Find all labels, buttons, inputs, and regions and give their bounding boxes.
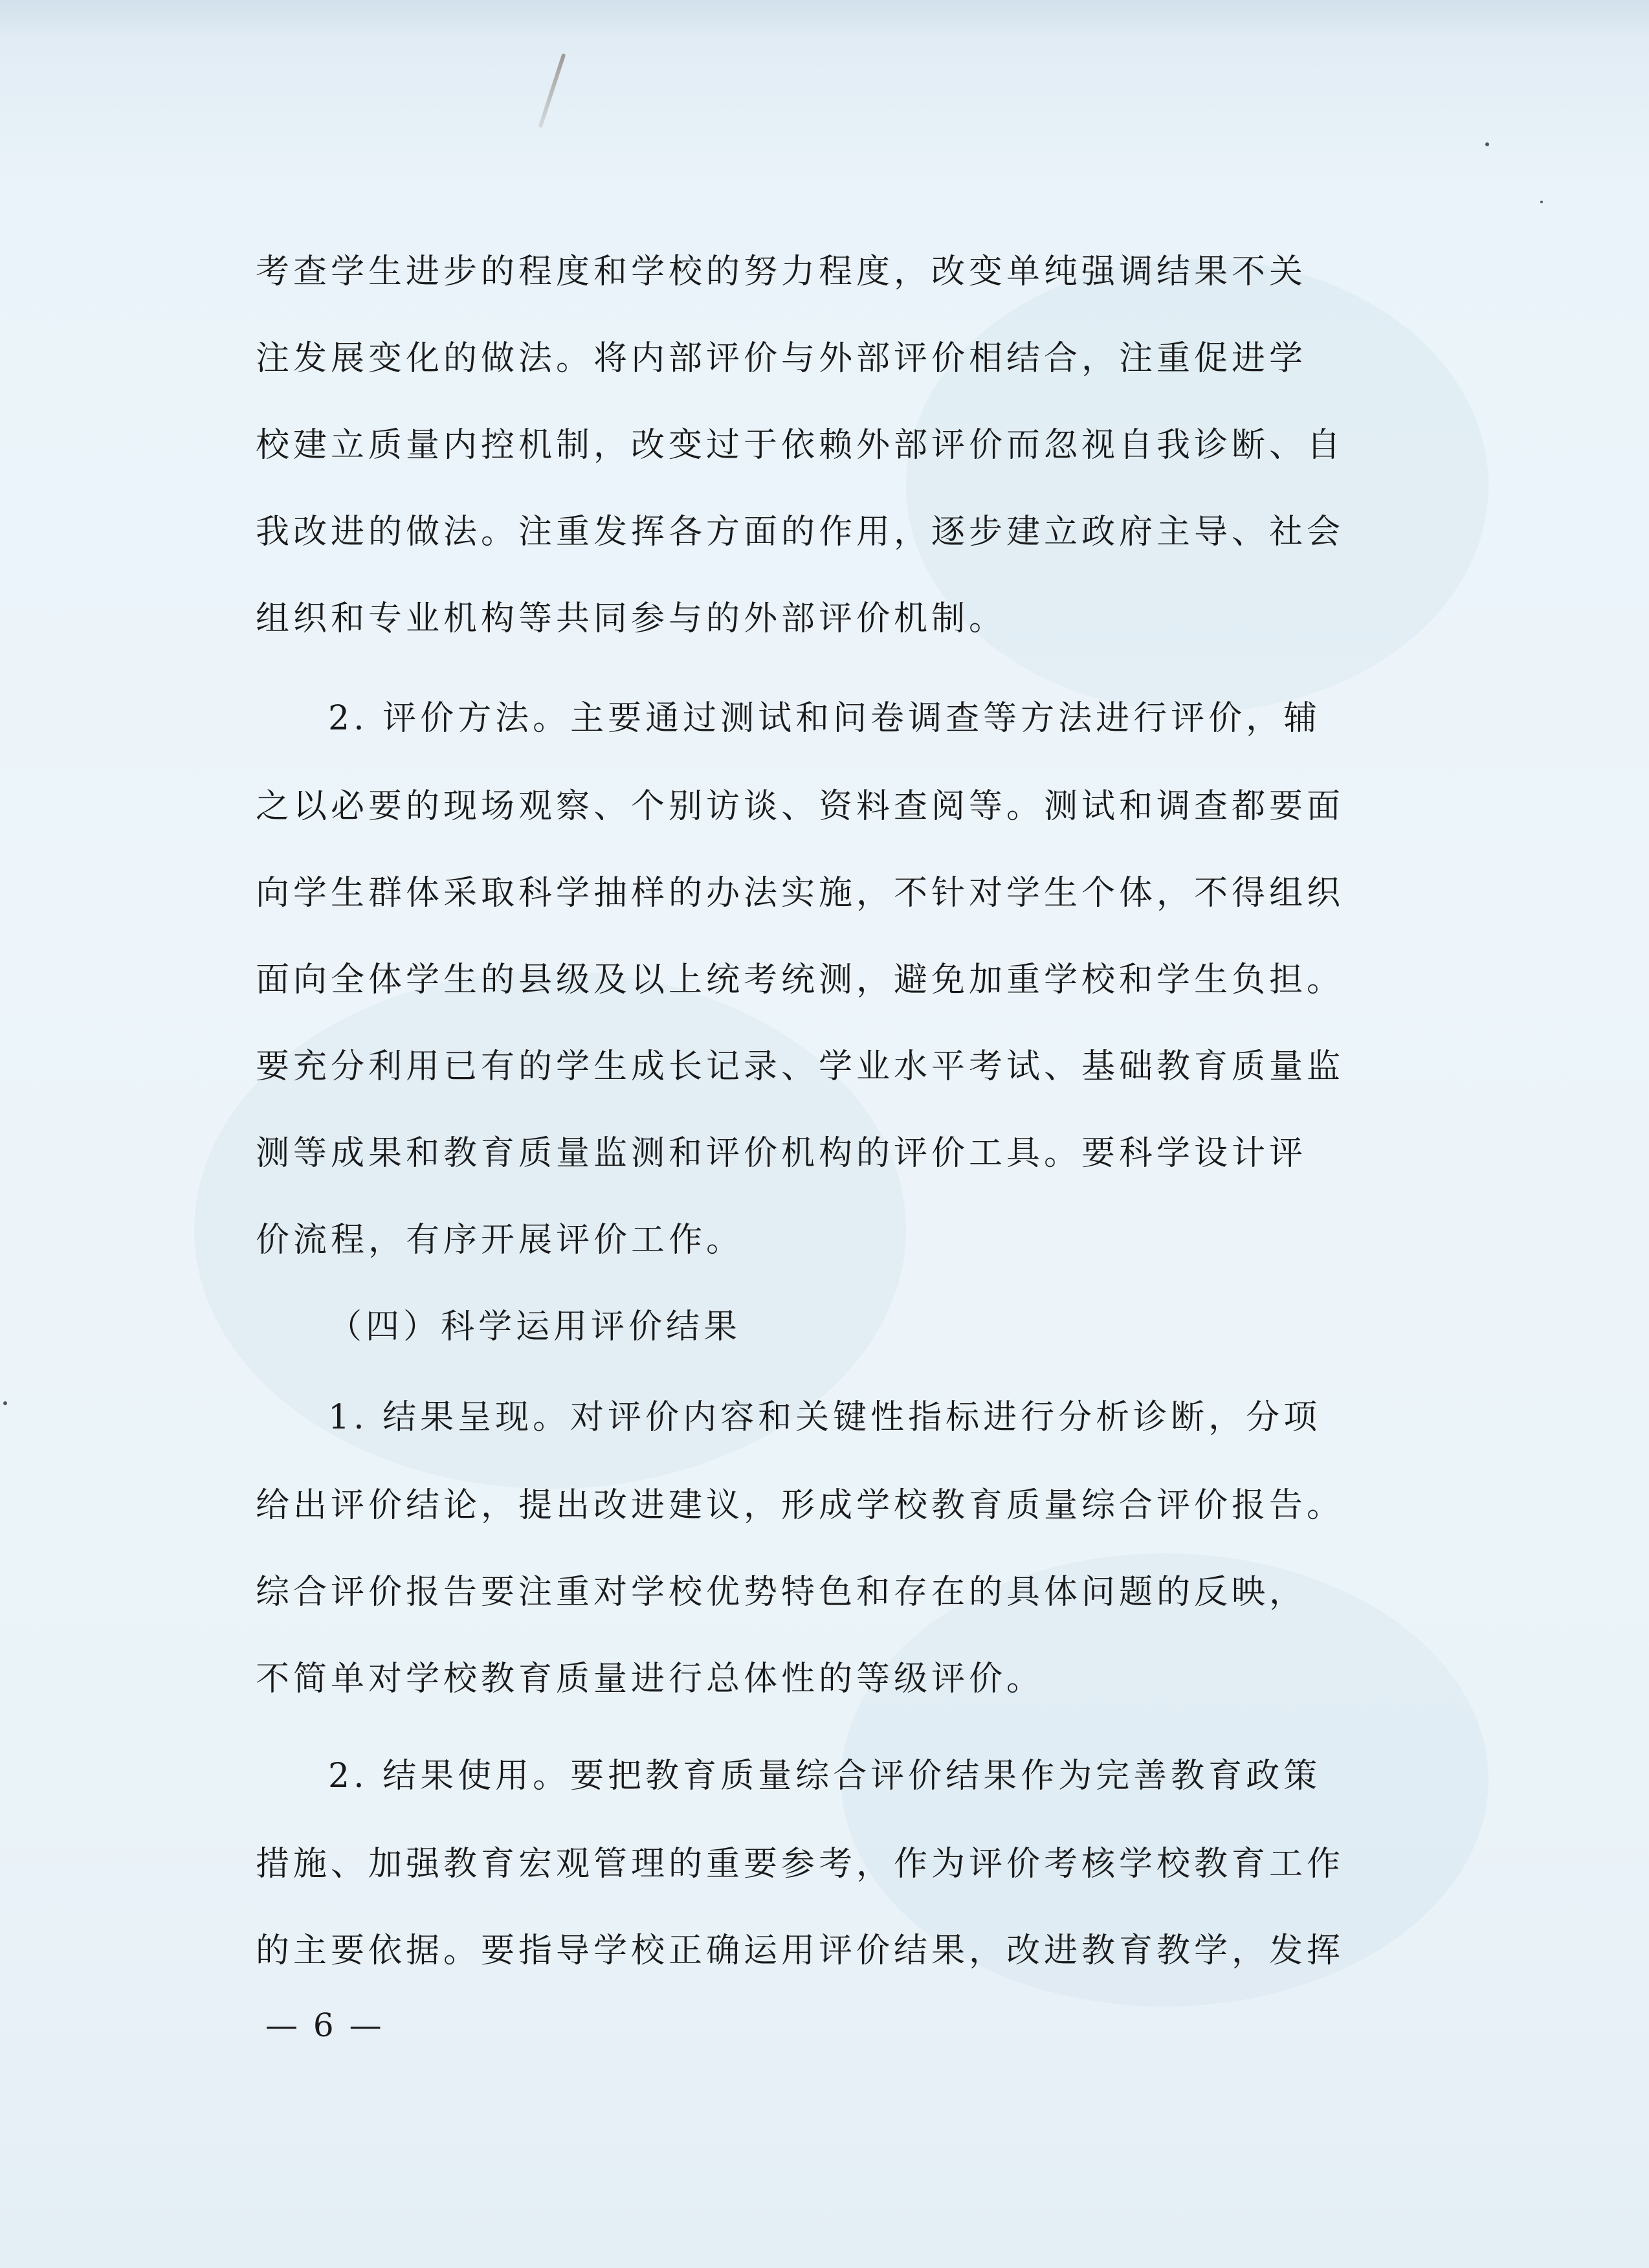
text-line: 综合评价报告要注重对学校优势特色和存在的具体问题的反映， <box>256 1573 1307 1612</box>
text-line: 的主要依据。要指导学校正确运用评价结果，改进教育教学，发挥 <box>256 1931 1345 1970</box>
text-line: 面向全体学生的县级及以上统考统测，避免加重学校和学生负担。 <box>256 961 1345 999</box>
text-line: 给出评价结论，提出改进建议，形成学校教育质量综合评价报告。 <box>256 1486 1345 1525</box>
text-line: 组织和专业机构等共同参与的外部评价机制。 <box>256 599 1007 638</box>
scan-top-band <box>0 0 1649 39</box>
text-line: 措施、加强教育宏观管理的重要参考，作为评价考核学校教育工作 <box>256 1845 1345 1884</box>
section-heading: （四）科学运用评价结果 <box>328 1307 742 1346</box>
text-line: 不简单对学校教育质量进行总体性的等级评价。 <box>256 1660 1045 1698</box>
text-line: 价流程，有序开展评价工作。 <box>256 1221 744 1260</box>
text-line: 校建立质量内控机制，改变过于依赖外部评价而忽视自我诊断、自 <box>256 426 1345 465</box>
text-line: 考查学生进步的程度和学校的努力程度，改变单纯强调结果不关 <box>256 252 1307 291</box>
scan-speck <box>1485 142 1489 146</box>
text-line: 2. 评价方法。主要通过测试和问卷调查等方法进行评价，辅 <box>328 699 1322 738</box>
text-line: 要充分利用已有的学生成长记录、学业水平考试、基础教育质量监 <box>256 1047 1345 1086</box>
scan-shadow <box>906 259 1489 712</box>
text-line: 1. 结果呈现。对评价内容和关键性指标进行分析诊断，分项 <box>328 1398 1322 1437</box>
text-line: 向学生群体采取科学抽样的办法实施，不针对学生个体，不得组织 <box>256 874 1345 913</box>
scan-scratch-mark <box>538 53 566 128</box>
text-line: 我改进的做法。注重发挥各方面的作用，逐步建立政府主导、社会 <box>256 513 1345 551</box>
page-number: — 6 — <box>265 2007 384 2044</box>
text-line: 测等成果和教育质量监测和评价机构的评价工具。要科学设计评 <box>256 1134 1307 1173</box>
text-line: 注发展变化的做法。将内部评价与外部评价相结合，注重促进学 <box>256 339 1307 378</box>
text-line: 之以必要的现场观察、个别访谈、资料查阅等。测试和调查都要面 <box>256 787 1345 826</box>
text-line: 2. 结果使用。要把教育质量综合评价结果作为完善教育政策 <box>328 1757 1322 1796</box>
scan-speck <box>3 1401 7 1405</box>
scan-speck <box>1540 201 1543 203</box>
